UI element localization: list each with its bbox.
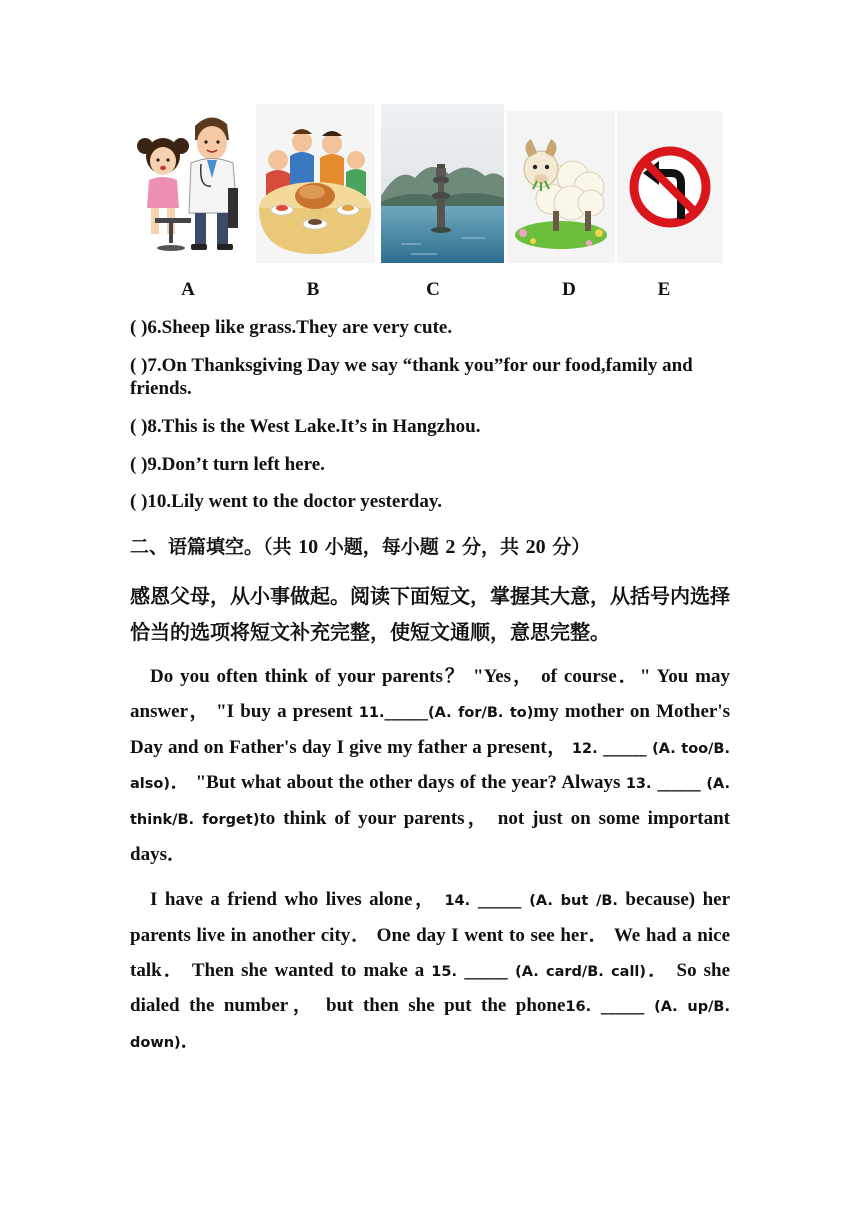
doctor-child-icon bbox=[133, 108, 245, 258]
family-dinner-icon bbox=[256, 104, 375, 263]
picture-e bbox=[617, 111, 723, 263]
section-title: 二、语篇填空。（共 10 小题，每小题 2 分，共 20 分） bbox=[130, 536, 591, 558]
blank-16[interactable]: 16. ______ (A. up/B. down) bbox=[130, 999, 730, 1052]
blank-14[interactable]: 14. ______ (A. but /B. bbox=[444, 893, 618, 909]
question-7 bbox=[130, 354, 730, 400]
question-10 bbox=[130, 490, 730, 513]
picture-label-d: D bbox=[562, 279, 576, 300]
question-text: 8.This is the West Lake.It’s in Hangzhou. bbox=[147, 416, 481, 437]
passage-paragraph-2: I have a friend who lives alone， 14. ______ (A. but /B. because) her parents live in another city． One day I went to see her． We had a nice talk． Then she wanted to make a 15. ______ (A. card/B. call)． So she dialed the number， but then she put the phone16. ______ (A. up/B. down)． bbox=[130, 889, 731, 1053]
blank-15[interactable]: 15. ______ (A. card/B. call) bbox=[431, 963, 647, 980]
question-8 bbox=[130, 415, 730, 438]
picture-d bbox=[507, 111, 615, 263]
west-lake-pagoda-icon bbox=[381, 104, 504, 263]
picture-label-b: B bbox=[306, 279, 320, 300]
answer-bracket[interactable]: ( ) bbox=[130, 454, 148, 475]
picture-label-a: A bbox=[181, 279, 195, 300]
picture-label-e: E bbox=[657, 279, 671, 300]
answer-bracket[interactable]: ( ) bbox=[130, 491, 148, 512]
blank-12[interactable]: 12. ______ (A. too/B. also) bbox=[130, 740, 730, 793]
question-text: 6.Sheep like grass.They are very cute. bbox=[147, 317, 453, 338]
question-6 bbox=[130, 316, 730, 339]
question-text: 9.Don’t turn left here. bbox=[147, 454, 325, 475]
sheep-icon bbox=[507, 111, 615, 263]
picture-b bbox=[256, 104, 375, 263]
section-intro: 感恩父母，从小事做起。阅读下面短文，掌握其大意，从括号内选择恰当的选项将短文补充完整，使短文通顺，意思完整。 bbox=[130, 584, 730, 644]
question-9 bbox=[130, 453, 730, 476]
passage-paragraph-1: Do you often think of your parents？ "Yes， of course．" You may answer， "I buy a present 11.______(A. for/B. to)my mother on Mother's Day and on Father's day I give my father a present， 12. ______ (A. too/B. also)． "But what about the other days of the year? Always 13. ______ (A. think/B. forget)to think of your parents， not just on some important days． bbox=[130, 666, 731, 865]
answer-bracket[interactable]: ( ) bbox=[130, 355, 148, 376]
picture-a bbox=[133, 108, 245, 258]
blank-13[interactable]: 13. ______ (A. think/B. forget) bbox=[130, 776, 731, 829]
no-left-turn-sign-icon bbox=[617, 111, 723, 263]
blank-11[interactable]: 11.______(A. for/B. to) bbox=[358, 704, 534, 721]
picture-c bbox=[381, 104, 504, 263]
question-text: 7.On Thanksgiving Day we say “thank you”for our food,family and friends. bbox=[130, 355, 693, 399]
picture-label-c: C bbox=[426, 279, 440, 300]
answer-bracket[interactable]: ( ) bbox=[130, 416, 148, 437]
answer-bracket[interactable]: ( ) bbox=[130, 317, 148, 338]
question-text: 10.Lily went to the doctor yesterday. bbox=[147, 491, 443, 512]
